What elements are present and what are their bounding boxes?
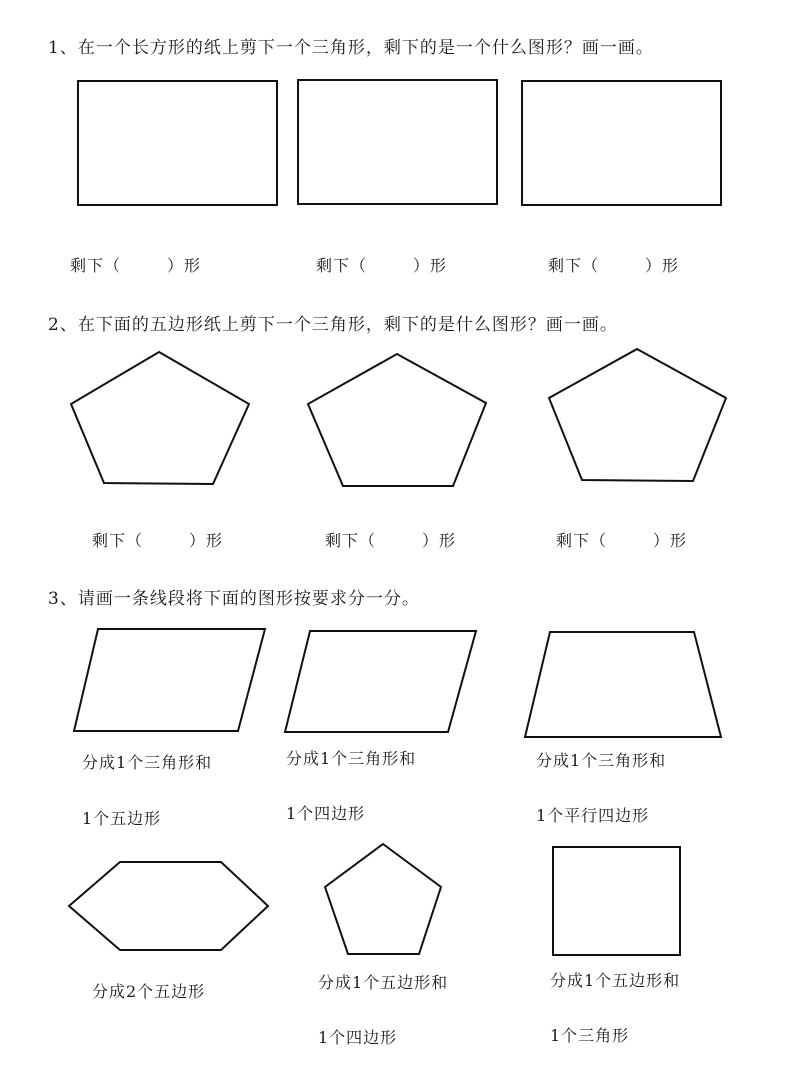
answer-prefix: 剩下（ (325, 531, 377, 550)
pentagon-shape-3 (544, 345, 734, 485)
answer-blank-q2-3 (556, 528, 687, 551)
answer-suffix: ）形 (167, 256, 202, 275)
pentagon-outline (549, 349, 726, 481)
task-label-6-line2: 1个三角形 (550, 1026, 630, 1045)
answer-prefix: 剩下（ (556, 531, 608, 550)
task-label-5-line1: 分成1个五边形和 (318, 973, 449, 992)
square-shape (551, 845, 683, 957)
question-2-text: 2、在下面的五边形纸上剪下一个三角形，剩下的是什么图形？画一画。 (48, 315, 618, 335)
answer-prefix: 剩下（ (70, 256, 122, 275)
question-3-text: 3、请画一条线段将下面的图形按要求分一分。 (48, 589, 420, 609)
answer-blank-q2-1 (92, 528, 223, 551)
trapezoid-outline (525, 632, 721, 737)
task-label-1-line2: 1个五边形 (82, 809, 162, 828)
pentagon-shape-2 (304, 349, 494, 489)
rectangle-outline (78, 81, 277, 205)
task-label-4-line1: 分成2个五边形 (92, 982, 206, 1001)
task-label-2-line2: 1个四边形 (286, 804, 366, 823)
task-label-1-line1: 分成1个三角形和 (82, 753, 213, 772)
answer-suffix: ）形 (413, 256, 448, 275)
rectangle-outline (522, 81, 721, 205)
answer-prefix: 剩下（ (92, 531, 144, 550)
rectangle-shape-3 (520, 79, 724, 207)
rectangle-shape-2 (296, 78, 500, 206)
square-outline (553, 847, 680, 955)
parallelogram-outline (74, 629, 265, 731)
answer-blank-q2-2 (325, 528, 456, 551)
hexagon-shape (64, 858, 274, 954)
answer-blank-q1-3 (548, 253, 679, 276)
rectangle-shape-1 (76, 79, 280, 207)
trapezoid-shape (520, 628, 728, 740)
pentagon-shape-1 (66, 347, 256, 487)
answer-prefix: 剩下（ (316, 256, 368, 275)
task-label-3-line2: 1个平行四边形 (536, 806, 650, 825)
task-label-3-line1: 分成1个三角形和 (536, 751, 667, 770)
answer-suffix: ）形 (645, 256, 680, 275)
answer-blank-q1-1 (70, 253, 201, 276)
task-label-5-line2: 1个四边形 (318, 1028, 398, 1047)
answer-suffix: ）形 (653, 531, 688, 550)
pentagon-outline (71, 352, 249, 484)
answer-blank-q1-2 (316, 253, 447, 276)
rectangle-outline (298, 80, 497, 204)
question-1-text: 1、在一个长方形的纸上剪下一个三角形，剩下的是一个什么图形？画一画。 (48, 38, 654, 58)
task-label-6-line1: 分成1个五边形和 (550, 971, 681, 990)
answer-prefix: 剩下（ (548, 256, 600, 275)
pentagon-outline (325, 844, 441, 954)
answer-suffix: ）形 (422, 531, 457, 550)
parallelogram-shape-2 (280, 628, 480, 738)
task-label-2-line1: 分成1个三角形和 (286, 749, 417, 768)
parallelogram-shape-1 (70, 625, 270, 735)
pentagon-outline (308, 354, 486, 486)
hexagon-outline (69, 862, 268, 950)
parallelogram-outline (285, 631, 476, 732)
pentagon-shape-small (320, 840, 450, 960)
answer-suffix: ）形 (189, 531, 224, 550)
